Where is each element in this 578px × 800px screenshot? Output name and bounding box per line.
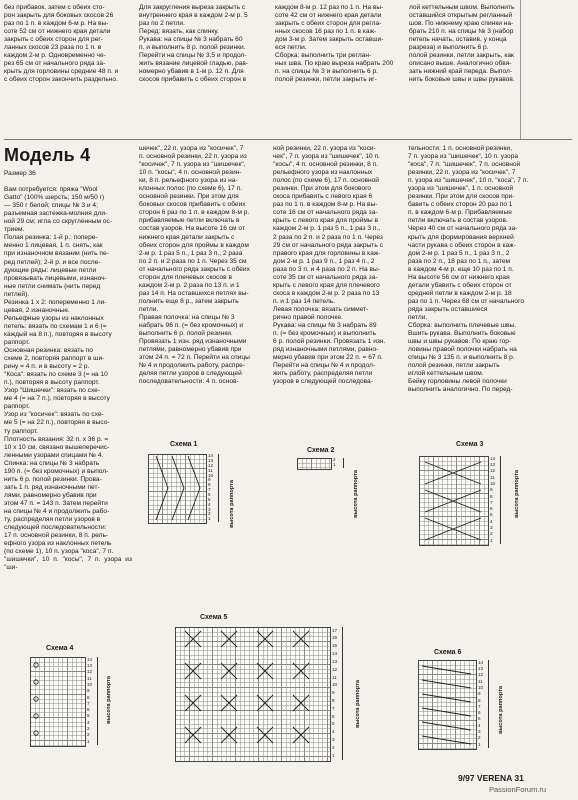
- chart-3-title: Схема 3: [456, 441, 484, 448]
- chart-1-row-number: 9: [208, 477, 211, 483]
- chart-2-row-number: 1: [333, 462, 336, 468]
- main-column-1: Размер 36 Вам потребуется: пряжа "Wool Gatto" (100% шерсть; 150 м/50 г) — 350 г белой; спицы № 3 и 4; разъемная застежка-молния дли- ной 29 см; игла со скругленным ос- трием. Полая резинка: 1-й р.: попере- менно 1 лицевая, 1 п. снять, как при изнаночном вязании (нить пе- ред петлей); 2-й р. и все после- дующие ряды: лицевые петли провязывать лицевыми, изнаноч- ные петли снимать (нить перед петлей). Резинка 1 х 2: попеременно 1 ли- цевая, 2 изнаночные. Рельефные узоры из наклонных петель: вязать по схемам 1 и 6 (= каждый на 8 п.), повторяя в высоту раппорт. Основная резинка: вязать по схеме 2, повторяя раппорт в ши- рину = 4 п. и в высоту = 2 р. "Коса": вязать по схеме 3 (= на 10 п.), повторяя в высоту раппорт. Узор "Шишечки": вязать по схе- ме 4 (= на 7 п.), повторяя в высоту раппорт. Узор из "косичек": вязать по схе- ме 5 (= на 22 п.), повторяя в высо- ту раппорт. Плотность вязания: 32 п. х 36 р. = 10 х 10 см, связано вышеперечис- ленными узорами спицами № 4. Спинка: на спицы № 3 набрать 190 п. (= без кромочных) и выпол- нить 6 р. полой резинки. Прова- зать 1 п. ряд изнаночными пет- лями, равномерно убавив при этом 47 п. = 143 п. Затем перейти на спицы № 4 и продолжить рабо- ту, распределяя петли узоров в следующей последовательности: 17 п. основной резинки, 8 п. рель- ефного узора из наклонных петель (по схеме 1), 10 п. узора "коса", 7 п. "шишечки", 10 п. "косы", 7 п. узора из "ши-: [4, 170, 132, 572]
- chart-2-row-number: 2: [333, 457, 336, 463]
- chart-6-slant-line: [422, 722, 471, 730]
- chart-3-row-number: 14: [490, 455, 496, 461]
- chart-6-row-number: 6: [478, 710, 481, 716]
- chart-1-row-number: 11: [208, 467, 213, 473]
- chart-6-title: Схема 6: [434, 649, 462, 656]
- top-column-3: каждом 8-м р. 12 раз по 1 п. На вы- соте 42 см от нижнего края детали закрыть с обеих сторон для регла- нных скосов 16 раз по 1 п. в каж- дом 3-м р. Затем закрыть оставши- еся петли. Сборка: выполнить три реглан- ных шва. По краю выреза набрать 200 п. на спицы № 3 и выполнить 6 р. полой резинки, петли закрыть иг-: [275, 4, 394, 84]
- chart-5-row-number: 3: [332, 737, 335, 743]
- chart-5-row-number: 16: [332, 635, 338, 641]
- chart-3-repeat-label: высота раппорта: [514, 470, 520, 518]
- chart-1-row-number: 6: [208, 491, 211, 497]
- chart-4-row-number: 5: [87, 713, 90, 719]
- chart-2-title: Схема 2: [307, 447, 335, 454]
- chart-6-slant-line: [422, 666, 471, 674]
- chart-6-row-number: 11: [478, 678, 483, 684]
- chart-6-slant-line: [422, 694, 471, 702]
- chart-1-repeat-label: высота раппорта: [229, 480, 235, 528]
- top-column-2: Для закругления выреза закрыть с внутреннего края в каждом 2-м р. 5 раз по 2 петли. Перед: вязать, как спинку. Рукава: на спицы № 3 набрать 60 п. и выполнить 8 р. полой резинки. Перейти на спицы № 3,5 и продол- жить вязание лицевой гладью, рав- номерно убавив в 1-м р. 12 п. Для скосов прибавить с обеих сторон в: [139, 4, 249, 84]
- top-column-4: лой кеттельным швом. Выполнить оставшийся открытым регланный шов. По нижнему краю спинки на- брать 210 п. на спицы № 3 (набор петель начать, оставив, у конца разреза) и выполнить 6 р. полой резинки, петли закрыть, как описано выше. Аналогично обвя- зать нижний край переда. Выпол- нить боковые швы и швы рукавов.: [409, 4, 515, 84]
- chart-5-row-number: 4: [332, 729, 335, 735]
- chart-4-row-number: 12: [87, 669, 93, 675]
- chart-4-title: Схема 4: [46, 645, 74, 652]
- chart-3-row-number: 7: [490, 499, 493, 505]
- chart-3-row-number: 1: [490, 537, 493, 543]
- chart-1-title: Схема 1: [170, 441, 198, 448]
- chart-1-cable-line: [172, 456, 184, 488]
- chart-6-row-number: 9: [478, 691, 481, 697]
- chart-3-row-number: 11: [490, 474, 495, 480]
- section-title: Модель 4: [4, 145, 91, 165]
- chart-1-row-number: 14: [208, 453, 214, 459]
- chart-5-row-number: 9: [332, 690, 335, 696]
- chart-6-slant-line: [422, 680, 471, 688]
- chart-5-row-number: 12: [332, 666, 338, 672]
- chart-5-title: Схема 5: [200, 614, 228, 621]
- chart-5-row-number: 6: [332, 713, 335, 719]
- chart-4-bobble-symbol: [34, 663, 38, 667]
- chart-4-repeat-label: высота раппорта: [106, 676, 112, 724]
- chart-4-row-number: 8: [87, 694, 90, 700]
- chart-6-row-number: 4: [478, 722, 481, 728]
- chart-1-row-number: 13: [208, 457, 214, 463]
- chart-1-row-number: 3: [208, 506, 211, 512]
- chart-6-row-number: 8: [478, 697, 481, 703]
- chart-6-row-number: 5: [478, 716, 481, 722]
- chart-4-bobble-symbol: [34, 731, 38, 735]
- chart-1-row-number: 5: [208, 496, 211, 502]
- chart-5-repeat-label: высота раппорта: [355, 680, 361, 728]
- chart-3-row-number: 12: [490, 468, 496, 474]
- chart-1-cable-line: [156, 456, 168, 488]
- chart-4-row-number: 11: [87, 675, 92, 681]
- chart-4-row-number: 6: [87, 707, 90, 713]
- chart-5-row-number: 11: [332, 674, 337, 680]
- chart-6-row-number: 12: [478, 672, 484, 678]
- chart-5-row-number: 10: [332, 682, 338, 688]
- chart-5-row-number: 1: [332, 752, 335, 758]
- chart-1-row-number: 1: [208, 516, 211, 522]
- chart-6-row-number: 1: [478, 741, 481, 747]
- chart-4-row-number: 2: [87, 732, 90, 738]
- chart-1-cable-line: [188, 488, 200, 520]
- chart-6-row-number: 3: [478, 728, 481, 734]
- chart-3-row-number: 6: [490, 506, 493, 512]
- chart-3-row-number: 2: [490, 531, 493, 537]
- chart-4-bobble-symbol: [34, 680, 38, 684]
- chart-3-row-number: 9: [490, 487, 493, 493]
- chart-4-row-number: 14: [87, 656, 93, 662]
- chart-5-row-number: 13: [332, 658, 338, 664]
- chart-1-cable-line: [156, 488, 168, 520]
- chart-5-row-number: 15: [332, 643, 338, 649]
- chart-4-bobble-symbol: [34, 714, 38, 718]
- chart-1-row-number: 10: [208, 472, 214, 478]
- chart-3-row-number: 8: [490, 493, 493, 499]
- chart-3-row-number: 3: [490, 524, 493, 530]
- chart-5-row-number: 5: [332, 721, 335, 727]
- chart-5-row-number: 7: [332, 705, 335, 711]
- chart-4-row-number: 1: [87, 738, 90, 744]
- chart-4-row-number: 4: [87, 719, 90, 725]
- chart-1-row-number: 2: [208, 511, 211, 517]
- chart-6-row-number: 14: [478, 659, 484, 665]
- chart-6-row-number: 2: [478, 735, 481, 741]
- chart-5-row-number: 17: [332, 627, 338, 633]
- chart-5-row-number: 2: [332, 744, 335, 750]
- main-column-3: ной резинки, 22 п. узора из "коси- чек", 7 п. узора из "шишечек", 10 п. "косы", 4 п. основной резинки, 8 п. рельефного узора из наклонных полос (по схеме 6), 17 п. основной резинки. При этом для бокового скоса прибавить с левого края 6 раз по 1 п. в каждом 8-м р. На вы- соте 16 см от начального ряда за- крыть с левого края для проймы в каждом 2-м р. 1 раз 5 п., 1 раз 3 п., 2 раза по 2 п. и 2 раза по 1 п. Через 29 см от начального ряда закрыть с правого края для горловины в каж- дом 2-м р. 1 раз 9 п., 1 раз 4 п., 2 раза по 3 п. и 4 раза по 2 п. На вы- соте 35 см от начального ряда за- крыть с левого края для плечевого скоса в каждом 2-м р. 2 раза по 13 п. и 1 раз 14 петель. Левая полочка: вязать симмет- рично правой полочке. Рукава: на спицы № 3 набрать 89 п. (= без кромочных) и выполнить 6 р. полой резинки. Провязать 1 изн. ряд изнаночными петлями, равно- мерно убавив при этом 22 п. = 67 п. Перейти на спицы № 4 и продол- жить работу, распределяя петли узоров в следующей последова-: [273, 145, 386, 385]
- chart-1-cable-line: [172, 488, 184, 520]
- chart-5-row-number: 8: [332, 698, 335, 704]
- chart-1-row-number: 12: [208, 462, 214, 468]
- chart-3-row-number: 4: [490, 518, 493, 524]
- chart-1-cable-line: [188, 456, 200, 488]
- chart-6-row-number: 13: [478, 666, 484, 672]
- chart-4-row-number: 13: [87, 663, 93, 669]
- chart-4-row-number: 10: [87, 681, 93, 687]
- chart-4-bobble-symbol: [34, 697, 38, 701]
- main-column-4: тельности: 1 п. основной резинки, 7 п. узора из "шишечек", 10 п. узора "коса", 7 п. "шишечек", 7 п. основной резинки, 22 п. узора из "косичек", 7 п. узора из "шишечек", 10 п. "коса", 7 п. узора из "шишечек", 1 п. основной резинки. При этом для скосов при- бавить с обеих сторон 20 раз по 1 п. в каждом 6-м р. Прибавляемые петли включать в состав узоров. Через 40 см от начального ряда за- крыть для формирования верхней части рукава с обеих сторон в каж- дом 2-м р. 1 раз 5 п., 1 раз 3 п., 2 раза по 2 п., 18 раз по 1 п., затем в каждом 4-м р. еще 10 раз по 1 п. На высоте 56 см от нижнего края детали убавить с обеих сторон от средней петли в каждом 2-м р. 18 раз по 1 п. Через 68 см от начального ряда закрыть оставшиеся петли. Сборка: выполнить плечевые швы. Вшить рукава. Выполнить боковые швы и швы рукавов. По краю гор- ловины правой полочки набрать на спицы № 3 135 п. и выполнить 8 р. полой резинки, петли закрыть иглой кеттельным швом. Бейку горловины левой полочки выполнить аналогично. По перед-: [408, 145, 529, 394]
- chart-5-row-number: 14: [332, 651, 338, 657]
- chart-3-row-number: 13: [490, 462, 496, 468]
- chart-4-row-number: 3: [87, 725, 90, 731]
- chart-4-row-number: 7: [87, 700, 90, 706]
- chart-3-row-number: 5: [490, 512, 493, 518]
- chart-1-row-number: 4: [208, 501, 211, 507]
- top-column-1: без прибавок, затем с обеих сто- рон закрыть для боковых скосов 26 раз по 1 п. в каждом 6-м р. На вы- соте 52 см от нижнего края детали закрыть с обеих сторон для рег- ланных скосов 23 раза по 1 п. в каждом 2-м р. Одновременно че- рез 65 см от начального ряда за- крыть для горловины средние 48 п. и с обеих сторон закончить раздельно.: [4, 4, 119, 84]
- chart-6-repeat-label: высота раппорта: [498, 686, 504, 734]
- chart-6-row-number: 10: [478, 684, 484, 690]
- chart-6-row-number: 7: [478, 703, 481, 709]
- chart-4-row-number: 9: [87, 688, 90, 694]
- main-column-2: шечек", 22 п. узора из "косичек", 7 п. основной резинки, 22 п. узора из "косичек", 7 п. узора из "шишечек", 10 п. "косы", 4 п. основной резин- ки, 8 п. рельефного узора из на- клонных полос (по схеме 6), 17 п. основной резинки. При этом для боковых скосов прибавить с обеих сторон 6 раз по 1 п. в каждом 8-м р. прибавляемые петли включать в состав узоров. На высоте 16 см от нижнего края детали закрыть с обеих сторон для проймы в каждом 2-м р. 1 раз 5 п., 1 раз 3 п., 2 раза по 2 п. и 2 раза по 1 п. Через 35 см от начального ряда закрыть с обеих сторон для плечевых скосов в каждом 2-м р. 2 раза по 13 п. и 1 раз 14 п. На оставшихся петлях вы- полнить еще 8 р., затем закрыть петли. Правая полочка: на спицы № 3 набрать 96 п. (= без кромочных) и выполнить 6 р. полой резинки. Провязать 1 изн. ряд изнаночными петлями, равномерно убавив при этом 24 п. = 72 п. Перейти на спицы № 4 и продолжить работу, распре- деляя петли узоров в следующей последовательности: 4 п. основ-: [139, 145, 250, 385]
- chart-3-row-number: 10: [490, 480, 496, 486]
- watermark: PassionForum.ru: [489, 785, 547, 794]
- page-footer: 9/97 VERENA 31: [458, 773, 524, 783]
- chart-1-row-number: 7: [208, 487, 211, 493]
- chart-1-row-number: 8: [208, 482, 211, 488]
- chart-6-slant-line: [422, 736, 471, 744]
- chart-6-slant-line: [422, 708, 471, 716]
- chart-2-repeat-label: высота раппорта: [353, 470, 359, 518]
